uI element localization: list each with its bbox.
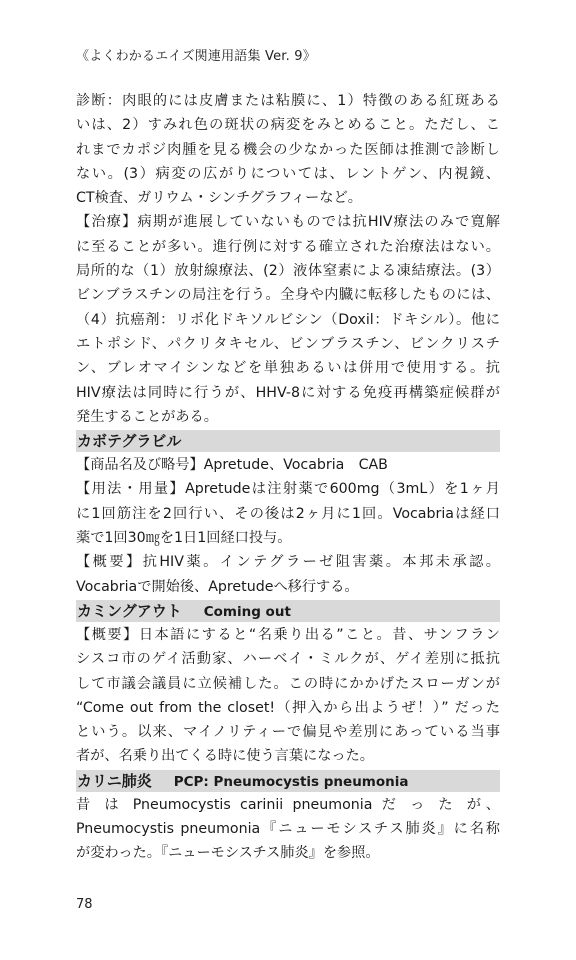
text-line: “Come out from the closet!（押入から出ようぜ！）” だった xyxy=(76,699,500,716)
text-line: HIV療法は同時に行うが、HHV-8に対する免疫再構築症候群が xyxy=(76,384,500,401)
text-line: Pneumocystis pneumonia『ニューモシスチス肺炎』に名称 xyxy=(76,821,500,838)
text-line: （4）抗癌剤：リポ化ドキソルビシン（Doxil：ドキシル）。他に xyxy=(76,311,500,328)
text-line: 局所的な（1）放射線療法、(2）液体窒素による凍結療法。(3） xyxy=(76,263,500,280)
text-line: ない。(3）病変の広がりについては、レントゲン、内視鏡、 xyxy=(76,165,500,182)
entry-cabotegravir xyxy=(76,430,500,599)
text-line: 薬で1回30㎎を1日1回経口投与。 xyxy=(76,530,292,547)
entry-term-english: Coming out xyxy=(203,603,291,620)
page-number: 78 xyxy=(76,897,93,912)
text-line: CT検査、ガリウム・シンチグラフィーなど。 xyxy=(76,190,362,207)
text-line: して市議会議員に立候補した。この時にかかげたスローガンが xyxy=(76,675,500,692)
text-line: 【概要】抗HIV薬。インテグラーゼ阻害薬。本邦未承認。 xyxy=(76,554,500,571)
text-line: に1回筋注を2回行い、その後は2ヶ月に1回。Vocabriaは経口 xyxy=(76,505,500,522)
entry-term-english: PCP: Pneumocystis pneumonia xyxy=(173,773,409,790)
text-line: 診断：肉眼的には皮膚または粘膜に、1）特徴のある紅斑ある xyxy=(76,93,500,109)
text-line: 【用法・用量】Apretudeは注射薬で600mg（3mL）を1ヶ月 xyxy=(76,481,500,498)
text-line: 【治療】病期が進展していないものでは抗HIV療法のみで寛解 xyxy=(76,214,500,231)
running-header: 《よくわかるエイズ関連用語集 Ver. 9》 xyxy=(76,49,316,64)
entry-heading xyxy=(76,430,500,452)
text-line: ン、ブレオマイシンなどを単独あるいは併用で使用する。抗 xyxy=(76,360,500,377)
text-line: 【商品名及び略号】Apretude、Vocabria CAB xyxy=(76,457,388,474)
text-line: シスコ市のゲイ活動家、ハーベイ・ミルクが、ゲイ差別に抵抗 xyxy=(76,651,500,668)
text-line: という。以来、マイノリティーで偏見や差別にあっている当事 xyxy=(76,724,500,741)
text-line: いは、2）すみれ色の斑状の病変をみとめること。ただし、こ xyxy=(76,117,500,134)
text-line: 【概要】日本語にすると“名乗り出る”こと。昔、サンフラン xyxy=(76,626,500,643)
page-body xyxy=(76,89,500,866)
entry-term: カミングアウト xyxy=(77,601,182,620)
entry-term: カボテグラビル xyxy=(77,432,182,451)
continued-entry-text xyxy=(76,89,500,429)
entry-term: カリニ肺炎 xyxy=(77,771,152,790)
text-line: れまでカポジ肉腫を見る機会の少なかった医師は推測で診断し xyxy=(76,141,500,158)
entry-heading xyxy=(76,770,500,792)
entry-coming-out xyxy=(76,600,500,769)
text-line: エトポシド、パクリタキセル、ビンブラスチン、ビンクリスチ xyxy=(76,335,500,352)
text-line: 昔 は Pneumocystis carinii pneumonia だ っ た が、 xyxy=(76,796,500,813)
entry-heading xyxy=(76,600,500,622)
text-line: 発生することがある。 xyxy=(76,408,218,425)
text-line: 者が、名乗り出てくる時に使う言葉になった。 xyxy=(76,748,374,765)
text-line: が変わった。『ニューモシスチス肺炎』を参照。 xyxy=(76,845,380,862)
text-line: Vocabriaで開始後、Apretudeへ移行する。 xyxy=(76,578,359,595)
text-line: ビンブラスチンの局注を行う。全身や内臓に転移したものには、 xyxy=(76,287,500,304)
entry-carinii-pneumonia xyxy=(76,770,500,866)
text-line: に至ることが多い。進行例に対する確立された治療法はない。 xyxy=(76,238,500,255)
